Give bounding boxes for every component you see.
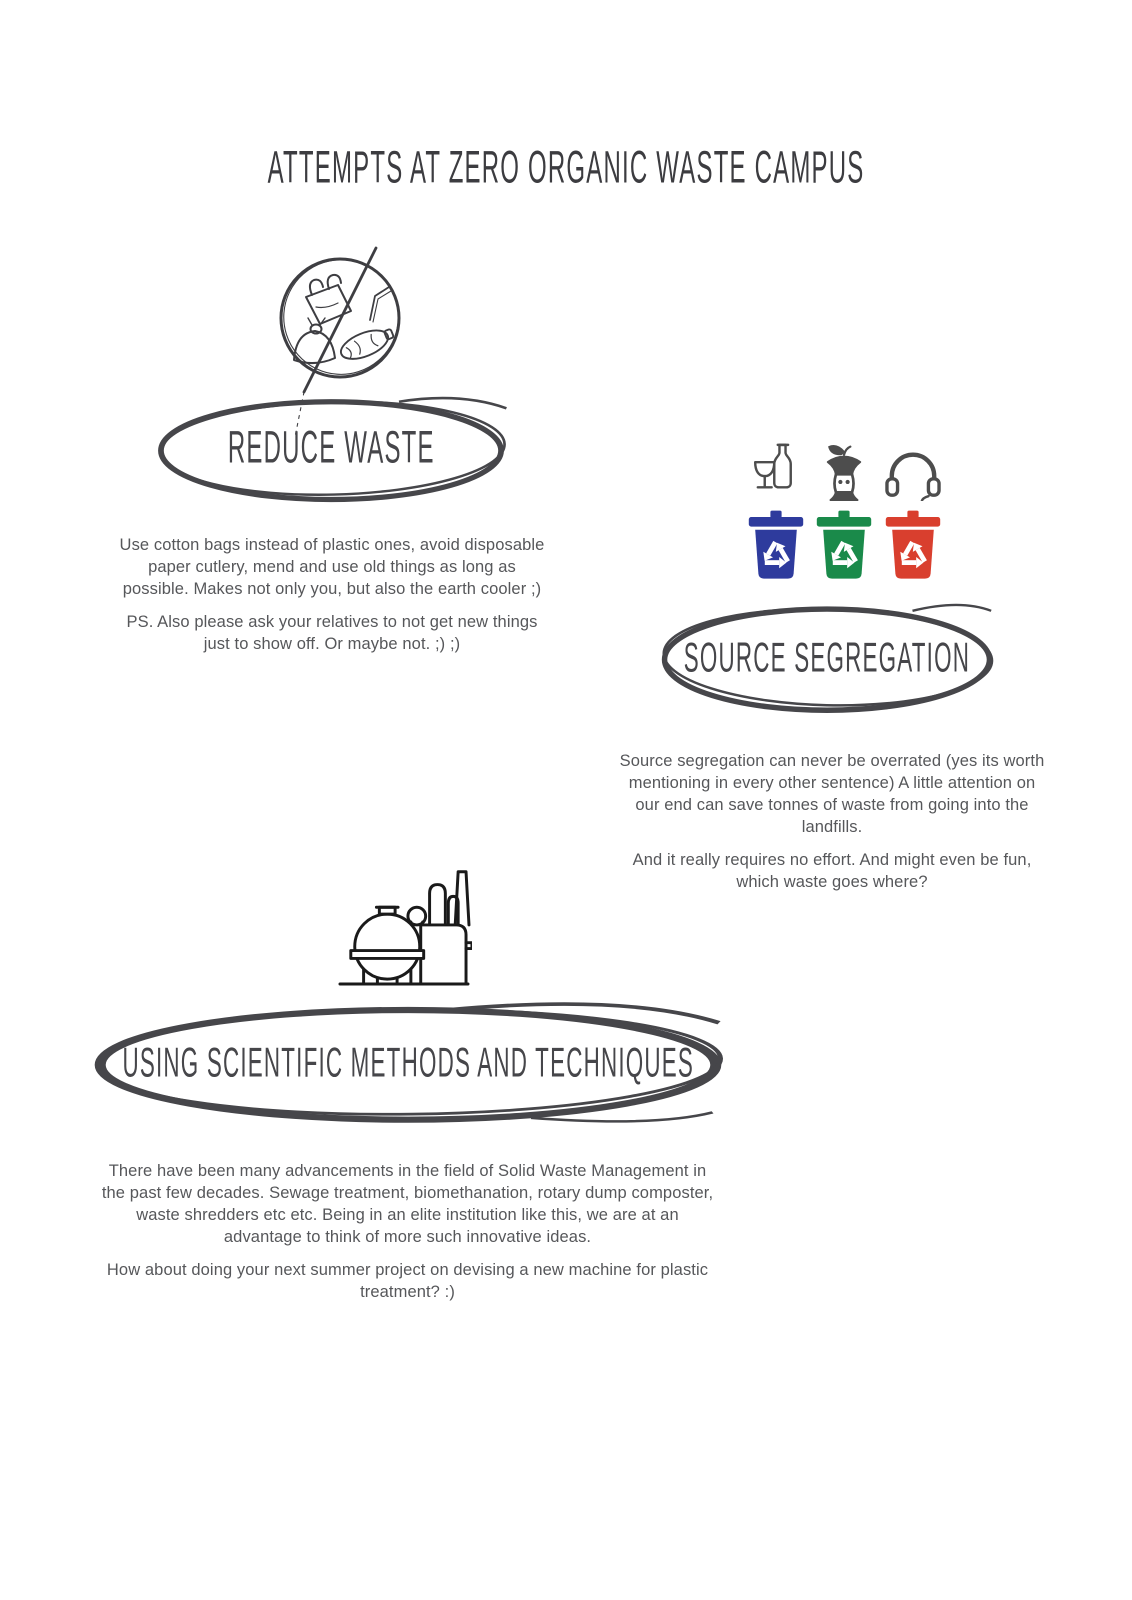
scientific-methods-paragraph-2: How about doing your next summer project on devising a new machine for plastic treatment? :) bbox=[106, 1261, 709, 1301]
reduce-waste-text bbox=[118, 534, 546, 655]
organic-waste-bin bbox=[815, 437, 873, 582]
glass-waste-bin bbox=[748, 437, 804, 582]
source-segregation-text bbox=[616, 750, 1048, 893]
scientific-methods-heading bbox=[84, 999, 732, 1127]
reduce-waste-paragraph: Use cotton bags instead of plastic ones, avoid disposable paper cutlery, mend and use old things as long as possible. Makes not only you, but also the earth cooler ;) bbox=[119, 536, 545, 598]
source-segregation-heading bbox=[656, 599, 998, 717]
source-segregation-paragraph: Source segregation can never be overrated (yes its worth mentioning in every other sentence) A little attention on our end can save tonnes of waste from going into the landfills. bbox=[619, 752, 1045, 836]
reduce-waste-ps-paragraph: PS. Also please ask your relatives to not get new things just to show off. Or maybe not. ;) ;) bbox=[126, 613, 538, 653]
source-segregation-paragraph-2: And it really requires no effort. And might even be fun, which waste goes where? bbox=[632, 851, 1032, 891]
page-title bbox=[0, 143, 1132, 197]
segregation-bins bbox=[748, 437, 942, 582]
e-waste-bin bbox=[884, 437, 942, 582]
chemical-plant-icon bbox=[334, 856, 472, 986]
scientific-methods-text bbox=[95, 1160, 720, 1303]
apple-core-icon bbox=[815, 437, 873, 501]
reduce-waste-heading bbox=[152, 392, 510, 506]
headphones-icon bbox=[884, 437, 942, 501]
source-segregation-label: SOURCE SEGREGATION bbox=[683, 634, 971, 681]
page-title-text: ATTEMPTS AT ZERO ORGANIC WASTE CAMPUS bbox=[267, 143, 865, 193]
scientific-methods-paragraph: There have been many advancements in the field of Solid Waste Management in the past few decades. Sewage treatment, biomethanation, rotary dump composter, waste shredders etc etc. Being in an elite institution like this, we are at an advantage to think of more such innovative ideas. bbox=[101, 1162, 714, 1246]
reduce-waste-label: REDUCE WASTE bbox=[227, 423, 435, 473]
scientific-methods-label: USING SCIENTIFIC METHODS AND TECHNIQUES bbox=[122, 1039, 694, 1086]
wine-bottle-and-glass-icon bbox=[750, 437, 802, 501]
